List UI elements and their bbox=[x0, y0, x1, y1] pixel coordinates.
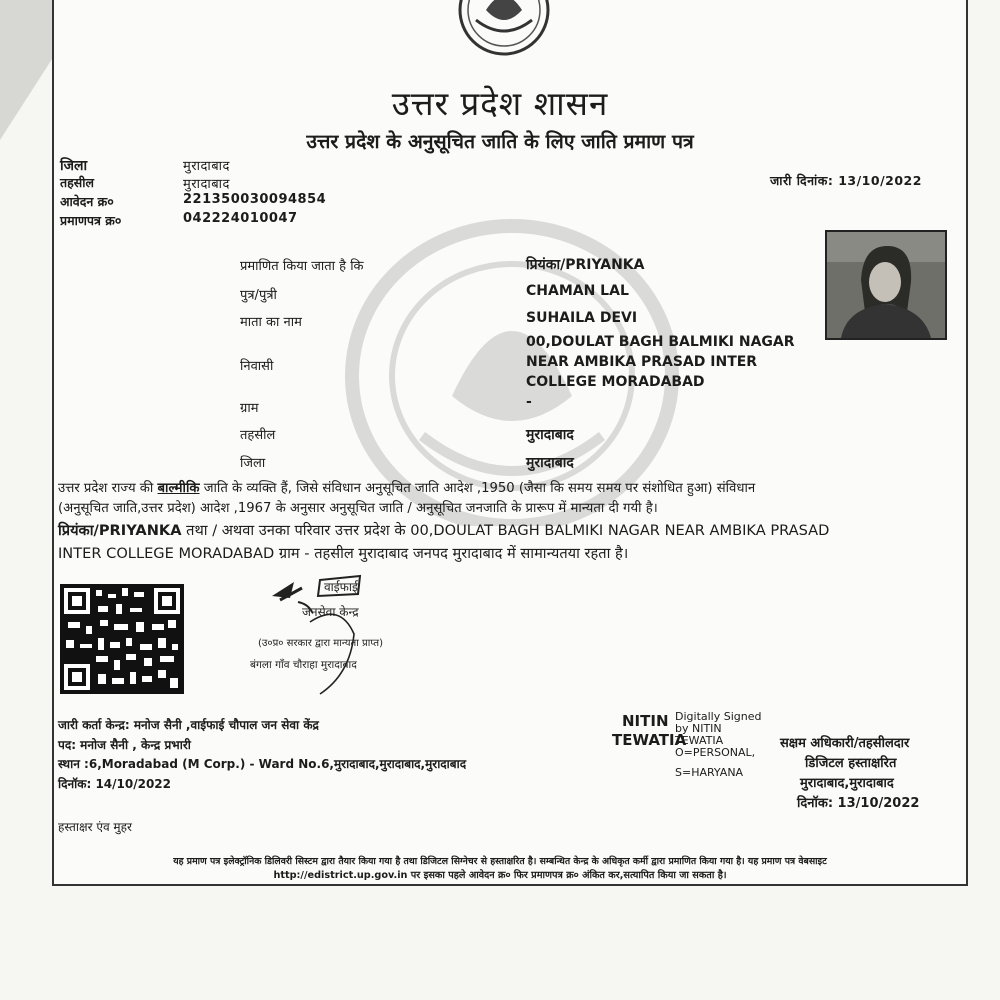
digital-signed-surname: TEWATIA bbox=[675, 734, 724, 747]
page-subtitle: उत्तर प्रदेश के अनुसूचित जाति के लिए जाति प्रमाण पत्र bbox=[306, 130, 694, 153]
district-value: मुरादाबाद bbox=[183, 159, 230, 174]
address-line-3: COLLEGE MORADABAD bbox=[526, 374, 705, 390]
parent-label: पुत्र/पुत्री bbox=[240, 288, 277, 303]
district-label: जिला bbox=[60, 158, 88, 174]
certified-label: प्रमाणित किया जाता है कि bbox=[240, 259, 364, 274]
village-label: ग्राम bbox=[240, 401, 259, 416]
authority-location: मुरादाबाद,मुरादाबाद bbox=[800, 776, 894, 791]
issue-date: जारी दिनांक: 13/10/2022 bbox=[770, 173, 922, 188]
footer-line-1: यह प्रमाण पत्र इलेक्ट्रॉनिक डिलिवरी सिस्टम द्वारा तैयार किया गया है तथा डिजिटल सिग्नेचर से हस्ताक्षरित है। सम्बन्धित केन्द्र के अधिकृत कर्मी द्वारा प्रमाणित किया गया है। यह प्रमाण पत्र वेबसाइट bbox=[173, 856, 827, 867]
certificate-number: 042224010047 bbox=[183, 211, 298, 226]
seal-line-3: (उ०प्र० सरकार द्वारा मान्यता प्राप्त) bbox=[258, 638, 383, 649]
center-seal-stamp bbox=[250, 574, 480, 702]
qr-code[interactable] bbox=[60, 584, 184, 694]
page-title: उत्तर प्रदेश शासन bbox=[391, 84, 609, 123]
digital-signer-name-line-1: NITIN bbox=[622, 712, 669, 730]
holder-photo bbox=[825, 230, 947, 340]
caste-paragraph-line-1 bbox=[58, 478, 755, 496]
authority-digital-signed: डिजिटल हस्ताक्षरित bbox=[805, 756, 897, 771]
issuing-center: जारी कर्ता केन्द्र: मनोज सैनी ,वाईफाई चौपाल जन सेवा केंद्र bbox=[58, 718, 319, 732]
village-value: - bbox=[526, 394, 532, 410]
digital-signed-org: O=PERSONAL, bbox=[675, 746, 756, 759]
tehsil-value: मुरादाबाद bbox=[183, 177, 230, 192]
holder-tehsil-label: तहसील bbox=[240, 428, 276, 443]
tehsil-label: तहसील bbox=[60, 175, 94, 190]
holder-tehsil-value: मुरादाबाद bbox=[526, 427, 574, 443]
application-number-label: आवेदन क्र० bbox=[60, 194, 114, 209]
caste-paragraph-line-2: (अनुसूचित जाति,उत्तर प्रदेश) आदेश ,1967 के अनुसार अनुसूचित जाति / अनुसूचित जनजाति के प्रारूप में मान्यता दी गयी है। bbox=[58, 501, 658, 516]
residence-paragraph-rest: तथा / अथवा उनका परिवार उत्तर प्रदेश के 00,DOULAT BAGH BALMIKI NAGAR NEAR AMBIKA PRASAD bbox=[181, 522, 830, 539]
resident-label: निवासी bbox=[240, 359, 274, 374]
application-number: 221350030094854 bbox=[183, 192, 327, 207]
address-line-2: NEAR AMBIKA PRASAD INTER bbox=[526, 354, 758, 370]
signature-seal-label: हस्ताक्षर एंव मुहर bbox=[58, 820, 132, 834]
issuer-date: दिनॉक: 14/10/2022 bbox=[58, 777, 172, 791]
certificate-number-label: प्रमाणपत्र क्र० bbox=[60, 213, 122, 228]
digital-signer-name-line-2: TEWATIA bbox=[612, 731, 687, 749]
issuer-post: पद: मनोज सैनी , केन्द्र प्रभारी bbox=[58, 738, 191, 752]
mother-label: माता का नाम bbox=[240, 315, 302, 330]
authority-date: दिनॉक: 13/10/2022 bbox=[797, 796, 920, 811]
address-line-1: 00,DOULAT BAGH BALMIKI NAGAR bbox=[526, 334, 795, 350]
seal-line-4: बंगला गाँव चौराहा मुरादाबाद bbox=[250, 659, 357, 671]
mother-name: SUHAILA DEVI bbox=[526, 310, 638, 326]
digital-signed-state: S=HARYANA bbox=[675, 766, 744, 779]
footer-line-2: http://edistrict.up.gov.in पर इसका पहले आवेदन क्र० फिर प्रमाणपत्र क्र० अंकित कर,सत्यापित किया जा सकता है। bbox=[273, 870, 727, 881]
seal-line-2: जनसेवा केन्द्र bbox=[302, 605, 359, 619]
authority-title: सक्षम अधिकारी/तहसीलदार bbox=[780, 736, 910, 751]
caste-paragraph-rest: जाति के व्यक्ति हैं, जिसे संविधान अनुसूचित जाति आदेश ,1950 (जैसा कि समय समय पर संशोधित हुआ) संविधान bbox=[199, 481, 756, 496]
residence-paragraph-line-2: INTER COLLEGE MORADABAD ग्राम - तहसील मुरादाबाद जनपद मुरादाबाद में सामान्यतया रहता है। bbox=[58, 545, 629, 562]
residence-paragraph-line-1 bbox=[58, 520, 829, 540]
holder-district-label: जिला bbox=[240, 456, 266, 471]
holder-name: प्रियंका/PRIYANKA bbox=[526, 257, 645, 273]
holder-district-value: मुरादाबाद bbox=[526, 455, 574, 471]
caste-paragraph-intro: उत्तर प्रदेश राज्य की bbox=[58, 481, 158, 496]
parent-name: CHAMAN LAL bbox=[526, 283, 629, 299]
digital-signed-text: Digitally Signed bbox=[675, 710, 762, 723]
caste-name: बाल्मीकि bbox=[157, 481, 200, 496]
residence-holder-name: प्रियंका/PRIYANKA bbox=[58, 522, 182, 539]
digital-signed-by: by NITIN bbox=[675, 722, 722, 735]
issuer-place: स्थान :6,Moradabad (M Corp.) - Ward No.6,मुरादाबाद,मुरादाबाद,मुरादाबाद bbox=[58, 757, 467, 771]
state-emblem-icon bbox=[446, 0, 562, 58]
seal-line-1: वाईफाई bbox=[324, 580, 358, 594]
